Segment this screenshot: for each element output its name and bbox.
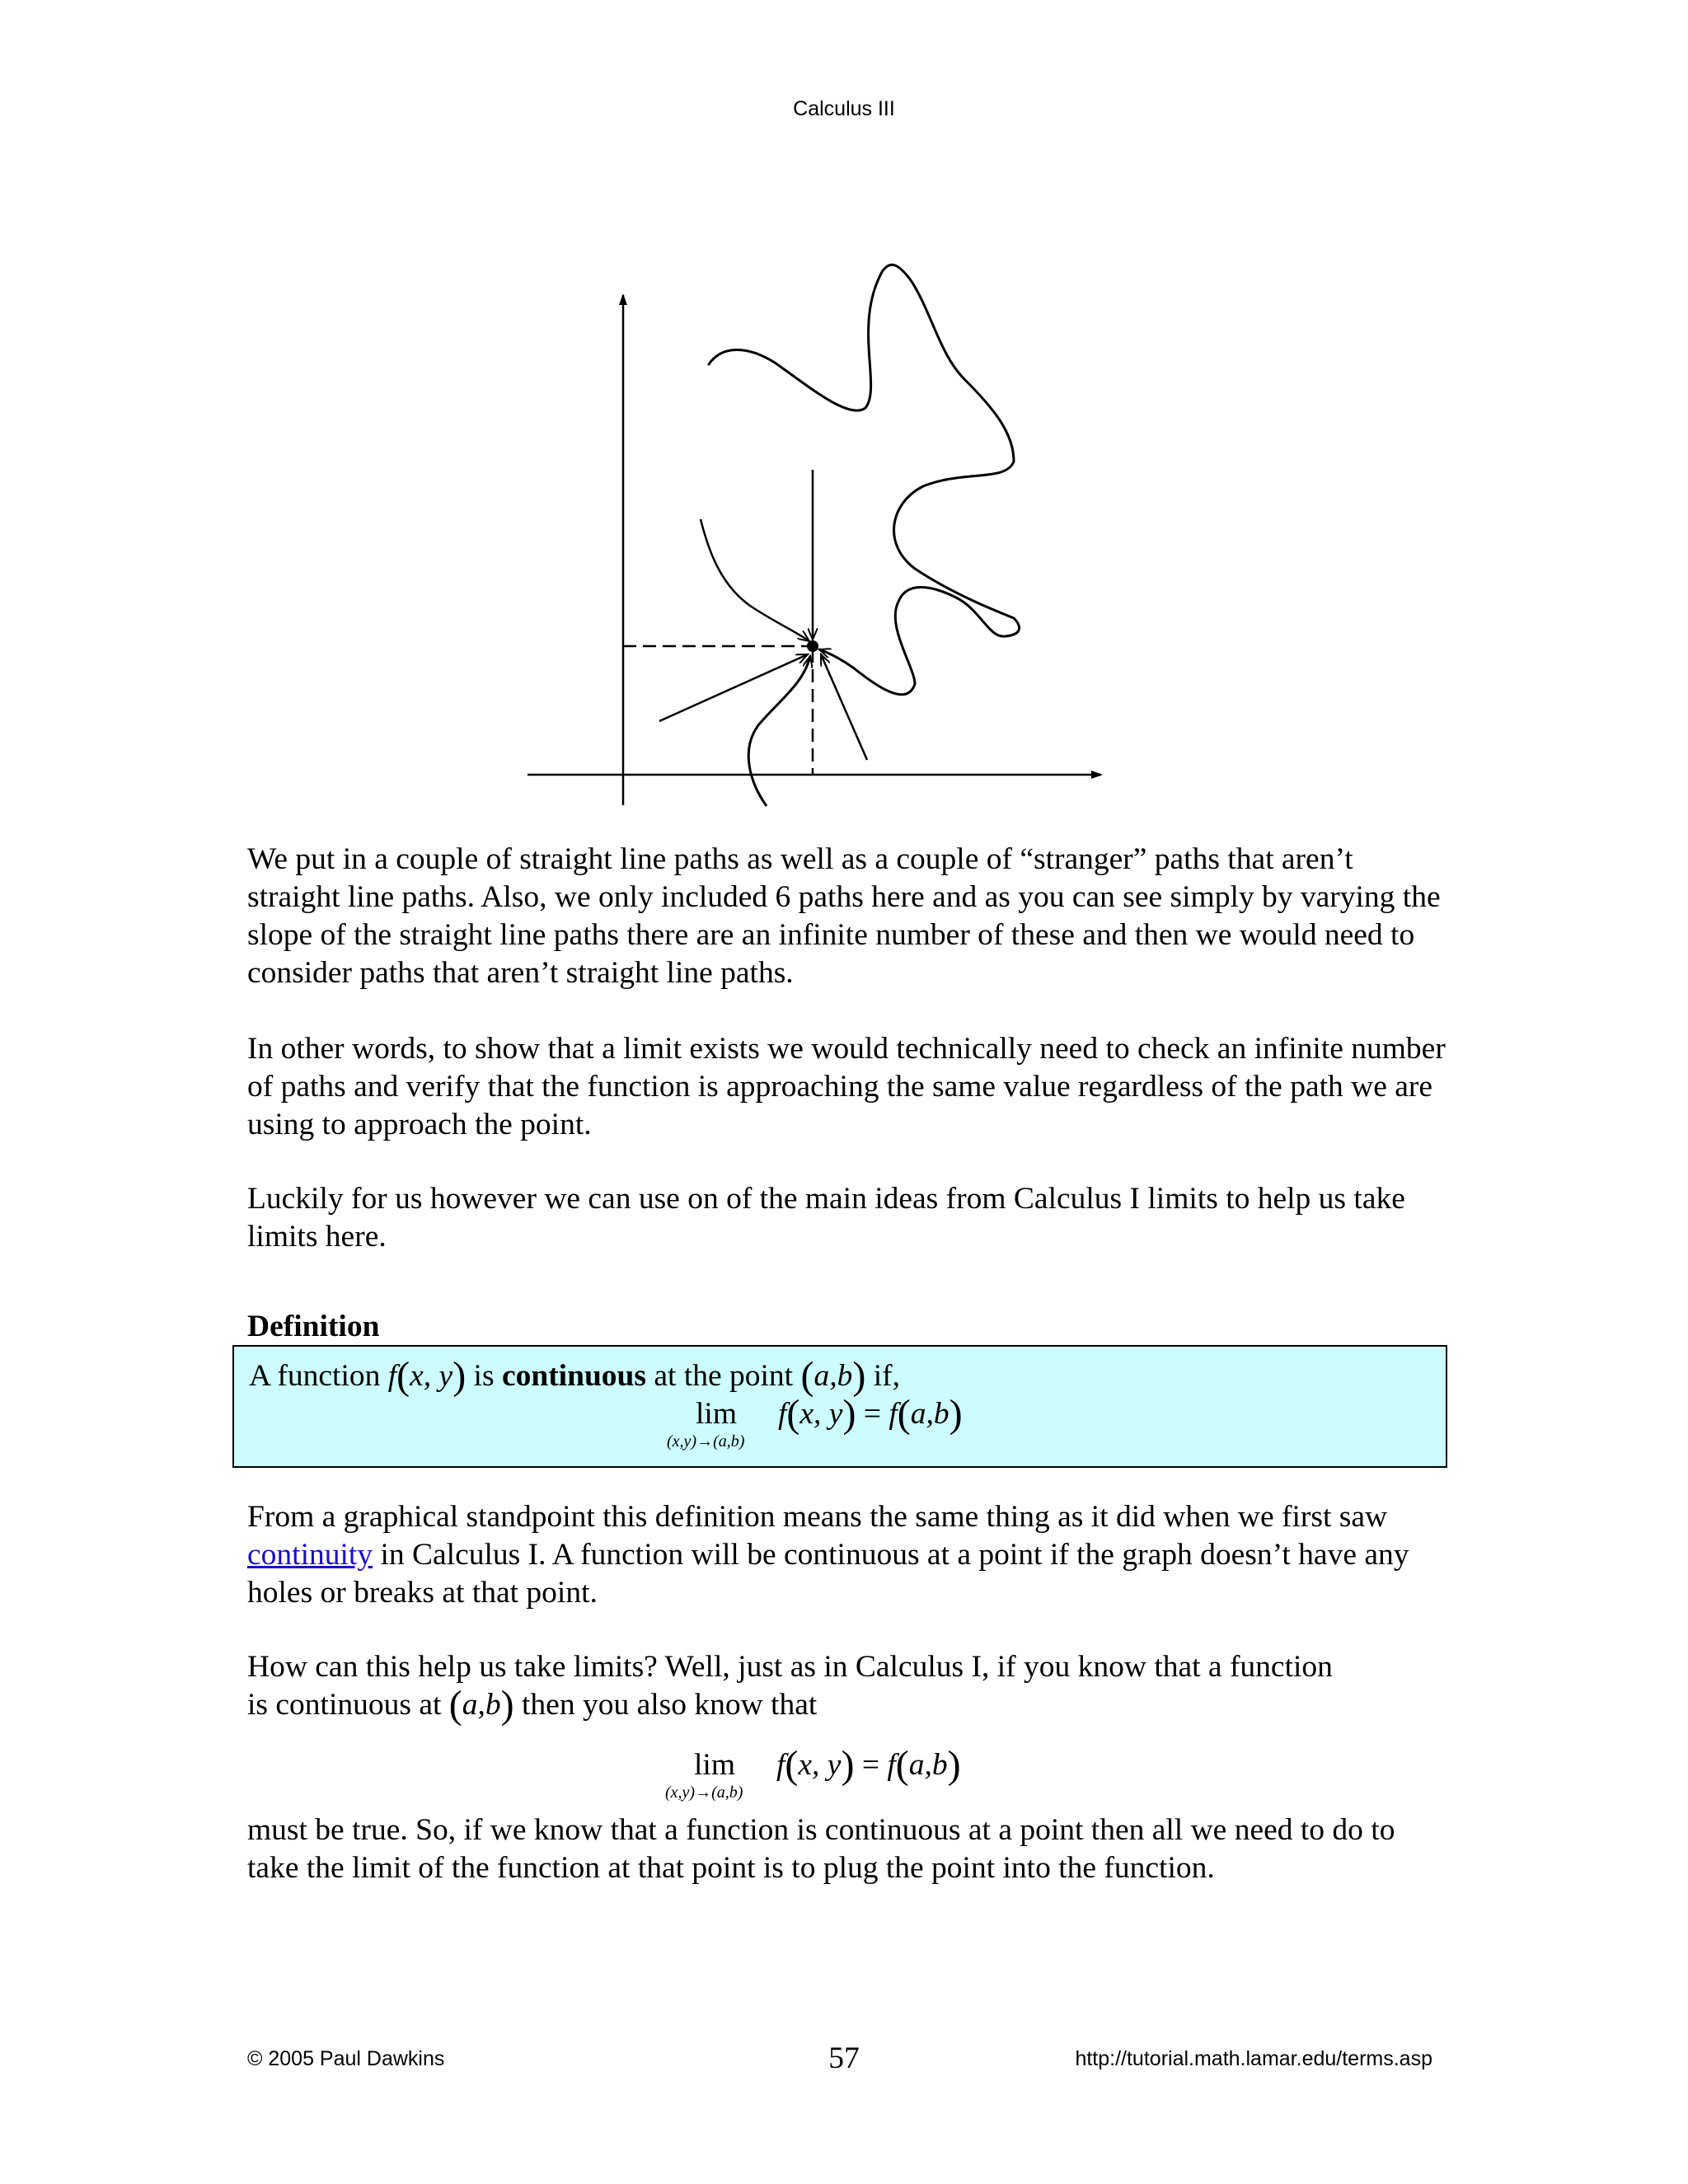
paragraph-1: We put in a couple of straight line paths as well as a couple of “stranger” paths that aren’t straight line paths. Also, we only included 6 paths here and as you can see simply by varying the slope of the straight line paths there are an infinite number of these and then we would need to consider paths that aren’t straight line paths. [247, 842, 1441, 990]
definition-box: A function f(x, y) is continuous at the point (a,b) if, lim (x,y)→(a,b) f(x, y) = f(a,b) [232, 1345, 1447, 1468]
footer-url[interactable]: http://tutorial.math.lamar.edu/terms.asp [1075, 2047, 1432, 2070]
paragraph-2: In other words, to show that a limit exists we would technically need to check an infinite number of paths and verify that the function is approaching the same value regardless of the path we are using to approach the point. [247, 1032, 1446, 1141]
footer-copyright: © 2005 Paul Dawkins [247, 2047, 445, 2070]
definition-statement: A function f(x, y) is continuous at the point (a,b) if, [249, 1354, 900, 1398]
page-number: 57 [828, 2041, 860, 2075]
paragraph-6: must be true. So, if we know that a function is continuous at a point then all we need to do to take the limit of the function at that point is to plug the point into the function. [247, 1813, 1395, 1885]
limit-point [807, 640, 818, 652]
page-header: Calculus III [793, 97, 895, 120]
paragraph-4: From a graphical standpoint this definition means the same thing as it did when we first saw continuity in Calculus I. A function will be continuous at a point if the graph doesn’t have any holes or breaks at that point. [247, 1500, 1409, 1610]
definition-title: Definition [247, 1310, 380, 1343]
paragraph-5: How can this help us take limits? Well, just as in Calculus I, if you know that a function is continuous at (a,b) then you also know that [247, 1650, 1333, 1727]
continuity-link[interactable]: continuity [247, 1538, 373, 1572]
continuous-keyword: continuous [501, 1359, 647, 1393]
paragraph-3: Luckily for us however we can use on of the main ideas from Calculus I limits to help us take limits here. [247, 1182, 1405, 1254]
paths-to-point-graph-icon [511, 255, 1137, 824]
